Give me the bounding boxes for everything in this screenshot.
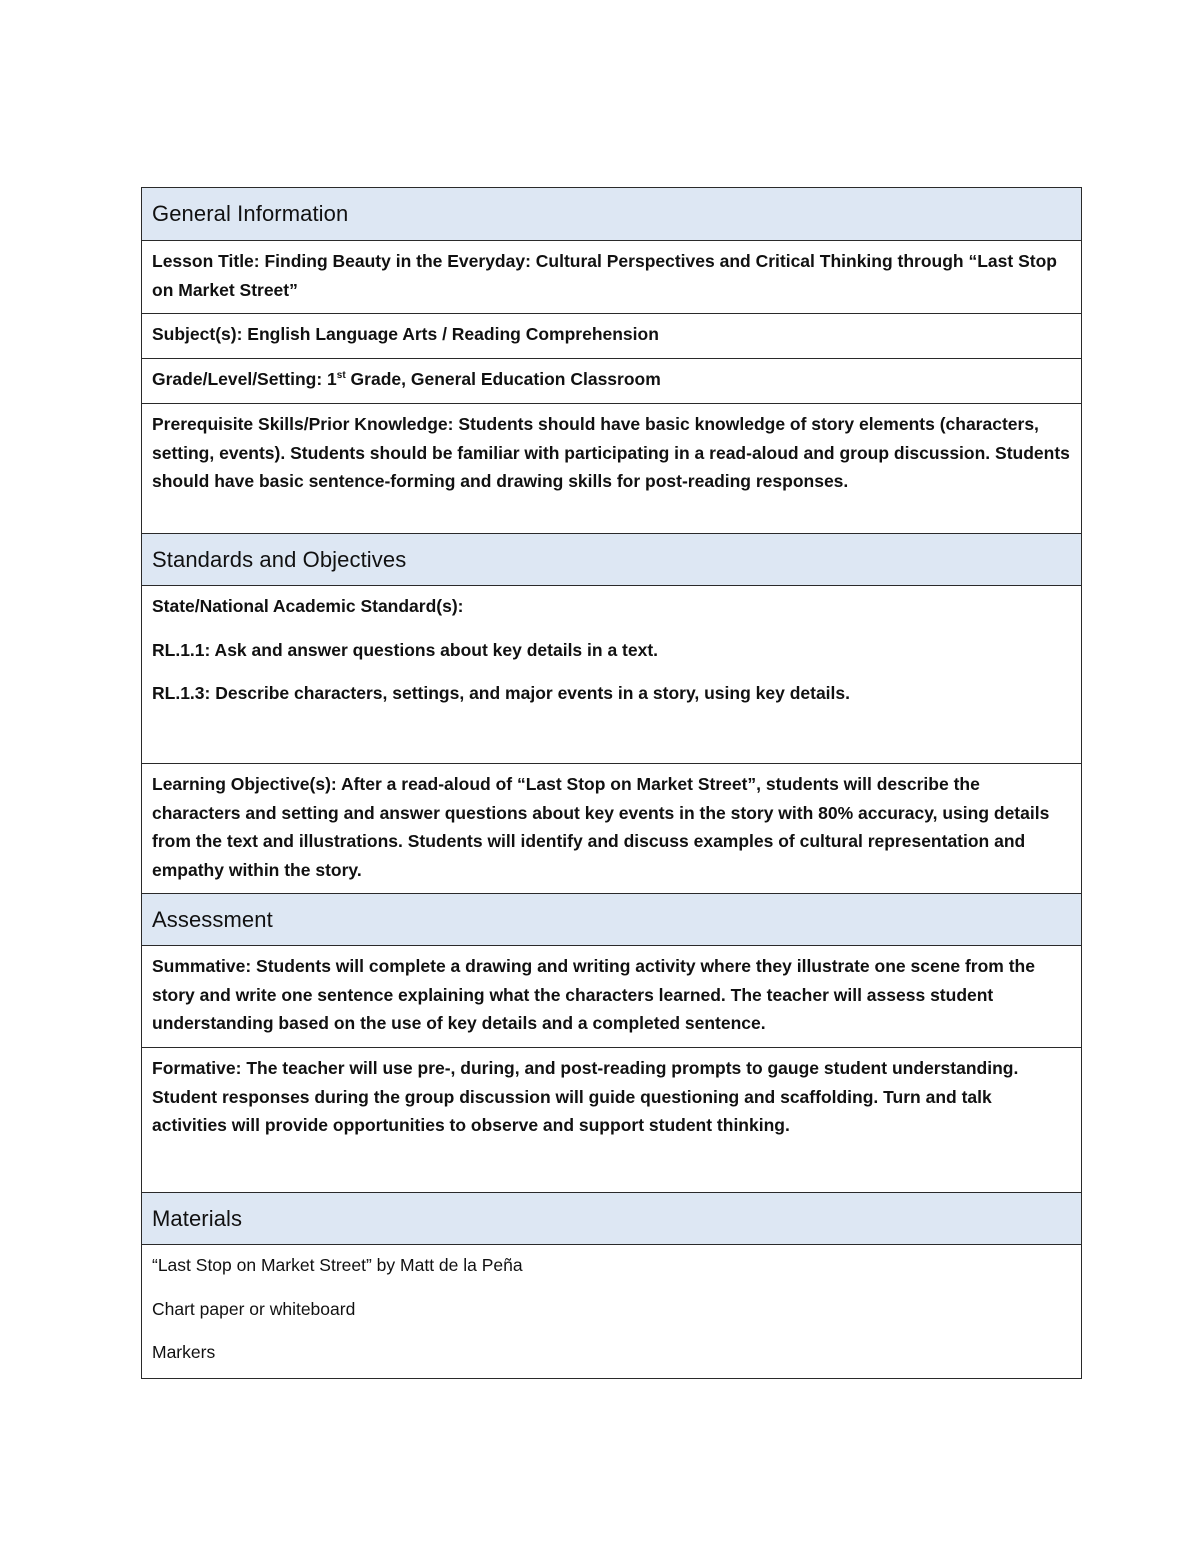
section-title: Assessment — [152, 906, 273, 932]
section-header-assessment — [142, 893, 1081, 945]
section-header-materials — [142, 1192, 1081, 1244]
summative-cell — [142, 945, 1081, 1047]
standard-item: RL.1.3: Describe characters, settings, and major events in a story, using key details. — [152, 683, 850, 703]
learning-objectives-cell — [142, 763, 1081, 893]
section-title: Standards and Objectives — [152, 546, 407, 572]
formative-cell — [142, 1047, 1081, 1192]
section-title: General Information — [152, 201, 349, 226]
material-item: “Last Stop on Market Street” by Matt de la Peña — [152, 1255, 523, 1275]
materials-cell — [142, 1244, 1081, 1378]
lesson-title-cell — [142, 240, 1081, 313]
lesson-title: Lesson Title: Finding Beauty in the Everyday: Cultural Perspectives and Critical Thinking through “Last Stop on Market Street” — [152, 251, 1057, 300]
material-item: Markers — [152, 1342, 216, 1362]
lesson-plan-table — [141, 187, 1082, 1379]
section-header-general — [142, 188, 1081, 240]
section-header-standards — [142, 533, 1081, 585]
grade-cell — [142, 358, 1081, 403]
prerequisites-cell — [142, 403, 1081, 533]
summative: Summative: Students will complete a drawing and writing activity where they illustrate one scene from the story and write one sentence explaining what the characters learned. The teacher will assess student understanding based on the use of key details and a completed sentence. — [152, 956, 1035, 1033]
subjects: Subject(s): English Language Arts / Reading Comprehension — [152, 324, 659, 344]
prerequisites: Prerequisite Skills/Prior Knowledge: Students should have basic knowledge of story elements (characters, setting, events). Students should be familiar with participating in a read-aloud and group discussion. Students should have basic sentence-forming and drawing skills for post-reading responses. — [152, 414, 1070, 491]
material-item: Chart paper or whiteboard — [152, 1298, 356, 1319]
section-title: Materials — [152, 1205, 243, 1231]
formative: Formative: The teacher will use pre-, during, and post-reading prompts to gauge student understanding. Student responses during the group discussion will guide questioning and scaffolding. Turn and talk activities will provide opportunities to observe and support student thinking. — [152, 1058, 1019, 1135]
subjects-cell — [142, 313, 1081, 358]
grade-level-setting: Grade/Level/Setting: 1st Grade, General Education Classroom — [152, 369, 661, 389]
standard-item: RL.1.1: Ask and answer questions about key details in a text. — [152, 639, 659, 660]
standards-label: State/National Academic Standard(s): — [152, 596, 464, 616]
learning-objectives: Learning Objective(s): After a read-aloud of “Last Stop on Market Street”, students will describe the characters and setting and answer questions about key events in the story with 80% accuracy, using details from the text and illustrations. Students will identify and discuss examples of cultural representation and empathy within the story. — [152, 774, 1050, 880]
standards-cell — [142, 585, 1081, 763]
